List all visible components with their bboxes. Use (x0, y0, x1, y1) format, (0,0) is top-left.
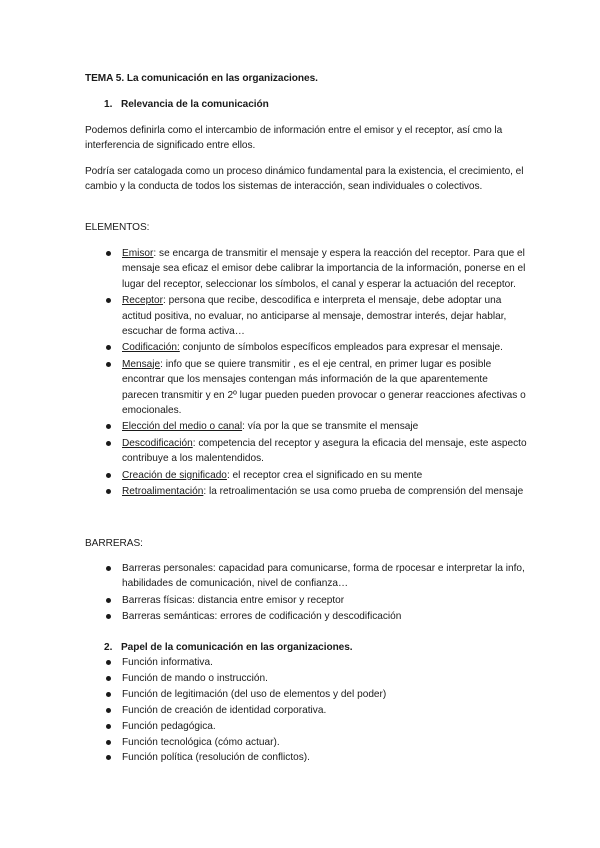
document-title: TEMA 5. La comunicación en las organizaciones. (85, 73, 318, 84)
list-item (122, 340, 527, 355)
list-item: Función tecnológica (cómo actuar). (122, 735, 522, 750)
bullet-icon (106, 251, 111, 256)
section-2-heading (104, 640, 353, 655)
section-2-title: Papel de la comunicación en las organizaciones. (121, 642, 353, 653)
bullet-icon (106, 566, 111, 571)
list-item: Función informativa. (122, 655, 522, 670)
bullet-icon (106, 740, 111, 745)
funciones-list (122, 655, 522, 766)
bullet-icon (106, 692, 111, 697)
list-item: Mensaje: info que se quiere transmitir , es el eje central, en primer lugar es posible encontrar que los mensajes contengan más información de la que aparentemente parecen transmitir y en 2º lugar pueden pueden provocar o generar reacciones afectivas o emocionales. (122, 357, 527, 419)
term: Receptor (122, 295, 163, 307)
paragraph-definition: Podemos definirla como el intercambio de información entre el emisor y el receptor, así cmo la interferencia de significado entre ellos. (85, 125, 503, 152)
description: se encarga de transmitir el mensaje y espera la reacción del receptor. Para que el mensaje sea eficaz el emisor debe calibrar la importancia de la información, ponerse en el lugar del receptor, seleccionar los símbolos, el canal y esperar la actuación del receptor. (122, 248, 526, 290)
bullet-icon (106, 424, 111, 429)
section-1-title: Relevancia de la comunicación (121, 99, 269, 110)
description: competencia del receptor y asegura la eficacia del mensaje, este aspecto contribuye a los malentendidos. (122, 437, 527, 465)
description: conjunto de símbolos específicos empleados para expresar el mensaje. (179, 342, 503, 354)
list-item: Receptor: persona que recibe, descodifica e interpreta el mensaje, debe adoptar una actitud positiva, no evaluar, no anticiparse al mensaje, demostrar interés, dejar hablar, escuchar de forma activa… (122, 293, 527, 339)
description: vía por la que se transmite el mensaje (244, 421, 419, 433)
description: el receptor crea el significado en su mente (229, 469, 423, 481)
section-1-heading (104, 97, 269, 112)
bullet-icon (106, 724, 111, 729)
bullet-icon (106, 676, 111, 681)
bullet-icon (106, 345, 111, 350)
list-item: Emisor: se encarga de transmitir el mensaje y espera la reacción del receptor. Para que el mensaje sea eficaz el emisor debe calibrar la importancia de la información, ponerse en el lugar del receptor, seleccionar los símbolos, el canal y esperar la actuación del receptor. (122, 246, 527, 292)
term: Mensaje (122, 358, 161, 370)
term: Emisor (122, 248, 154, 259)
list-item: Barreras personales: capacidad para comunicarse, forma de rpocesar e interpretar la info, habilidades de comunicación, nivel de confianza… (122, 561, 527, 592)
elementos-label: ELEMENTOS: (85, 222, 150, 233)
bullet-icon (106, 489, 111, 494)
list-item: Función de legitimación (del uso de elementos y del poder) (122, 687, 522, 702)
bullet-icon (106, 598, 111, 603)
elementos-list (122, 246, 527, 501)
bullet-icon (106, 362, 111, 367)
list-item: Descodificación: competencia del receptor y asegura la eficacia del mensaje, este aspecto contribuye a los malentendidos. (122, 436, 527, 467)
term: Codificación: (122, 342, 180, 354)
list-item: Función de creación de identidad corporativa. (122, 703, 522, 718)
list-item: Elección del medio o canal: vía por la que se transmite el mensaje (122, 419, 527, 434)
list-item: Barreras físicas: distancia entre emisor y receptor (122, 593, 527, 608)
barreras-label: BARRERAS: (85, 538, 143, 549)
list-item: Función de mando o instrucción. (122, 671, 522, 686)
list-item: Barreras semánticas: errores de codificación y descodificación (122, 609, 527, 624)
term: Descodificación (122, 437, 193, 449)
barreras-list (122, 561, 527, 626)
bullet-icon (106, 708, 111, 713)
list-item: Creación de significado: el receptor crea el significado en su mente (122, 468, 527, 483)
description: persona que recibe, descodifica e interpreta el mensaje, debe adoptar una actitud positiva, no evaluar, no anticiparse al mensaje, demostrar interés, dejar hablar, escuchar de forma activa… (122, 295, 507, 338)
paragraph-process: Podría ser catalogada como un proceso dinámico fundamental para la existencia, el crecimiento, el cambio y la conducta de todos los sistemas de interacción, sean individuales o colectivos. (85, 166, 524, 193)
list-item: Función política (resolución de conflictos). (122, 750, 522, 765)
bullet-icon (106, 441, 111, 446)
bullet-icon (106, 473, 111, 478)
description: la retroalimentación se usa como prueba de comprensión del mensaje (206, 486, 524, 498)
section-1-number: 1. (104, 99, 113, 110)
term: Elección del medio o canal (122, 421, 243, 433)
section-2-number: 2. (104, 642, 113, 653)
bullet-icon (106, 298, 111, 303)
term: Retroalimentación (122, 486, 204, 498)
list-item: Función pedagógica. (122, 719, 522, 734)
list-item: Retroalimentación: la retroalimentación se usa como prueba de comprensión del mensaje (122, 484, 527, 499)
term: Creación de significado (122, 469, 227, 481)
description: info que se quiere transmitir , es el eje central, en primer lugar es posible encontrar que los mensajes contengan más información de la que aparentemente parecen transmitir y en 2º lugar pueden pueden provocar o generar reacciones afectivas o emocionales. (122, 358, 526, 417)
bullet-icon (106, 660, 111, 665)
bullet-icon (106, 755, 111, 760)
bullet-icon (106, 614, 111, 619)
